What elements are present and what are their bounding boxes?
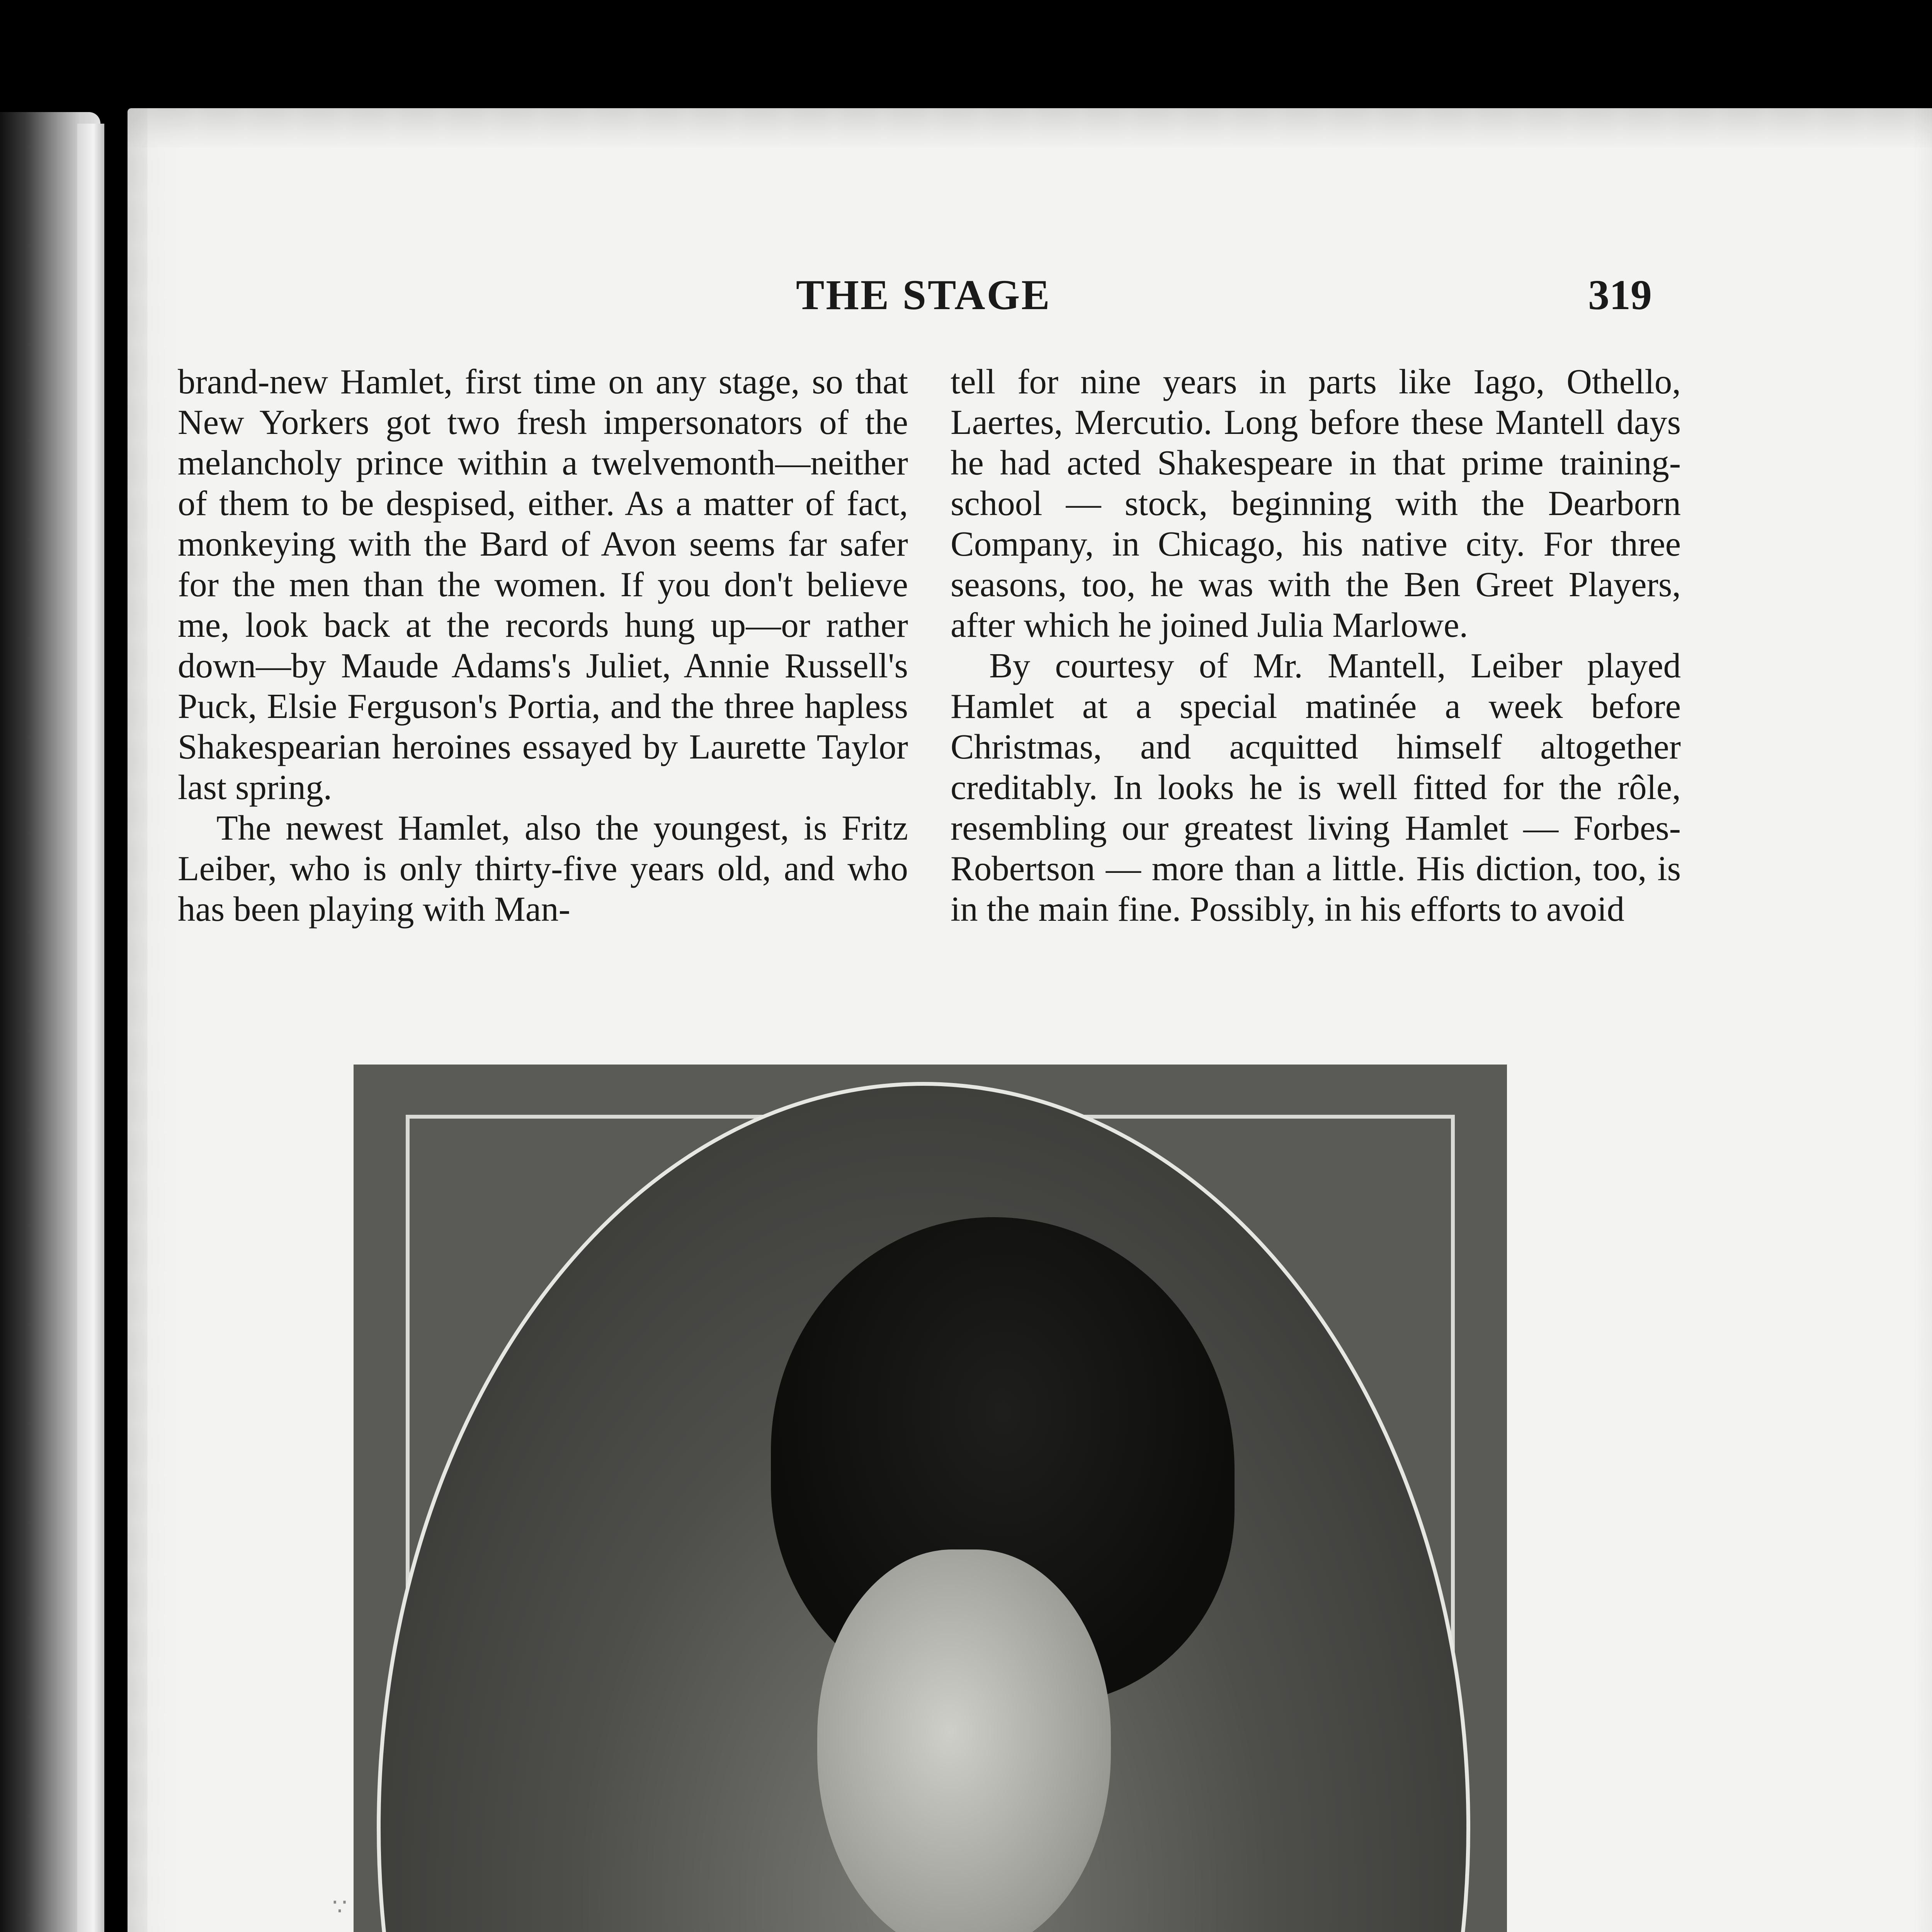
- paragraph: brand-new Hamlet, first time on any stage, so that New Yorkers got two fresh impersonators of the melancholy prince within a twelvemonth—neither of them to be despised, either. As a matter of fact, monkeying with the Bard of Avon seems far safer for the men than the women. If you don't believe me, look back at the records hung up—or rather down—by Maude Adams's Juliet, Annie Russell's Puck, Elsie Ferguson's Portia, and the three hapless Shakespearian heroines essayed by Laurette Taylor last spring.: [178, 362, 908, 807]
- paragraph: By courtesy of Mr. Mantell, Leiber played Hamlet at a special matinée a week before Christmas, and acquitted himself altogether creditably. In looks he is well fitted for the rôle, resembling our greatest living Hamlet — Forbes-Robertson — more than a little. His diction, too, is in the main fine. Possibly, in his efforts to avoid: [951, 646, 1681, 929]
- portrait-face: [817, 1549, 1111, 1932]
- print-speck: ∵: [332, 1894, 347, 1920]
- running-head: THE STAGE: [796, 271, 1051, 318]
- paragraph: tell for nine years in parts like Iago, Othello, Laertes, Mercutio. Long before these Mantell days he had acted Shakespeare in that prime training-school — stock, beginning with the Dearborn Company, in Chicago, his native city. For three seasons, too, he was with the Ben Greet Players, after which he joined Julia Marlowe.: [951, 362, 1681, 645]
- paragraph: The newest Hamlet, also the youngest, is Fritz Leiber, who is only thirty-five years old, and who has been playing with Man-: [178, 808, 908, 929]
- portrait-photograph: [354, 1065, 1507, 1932]
- right-text-column: [951, 361, 1681, 929]
- left-text-column: [178, 361, 908, 929]
- facing-page-margin: [77, 124, 104, 1932]
- page-number: 319: [1588, 271, 1652, 318]
